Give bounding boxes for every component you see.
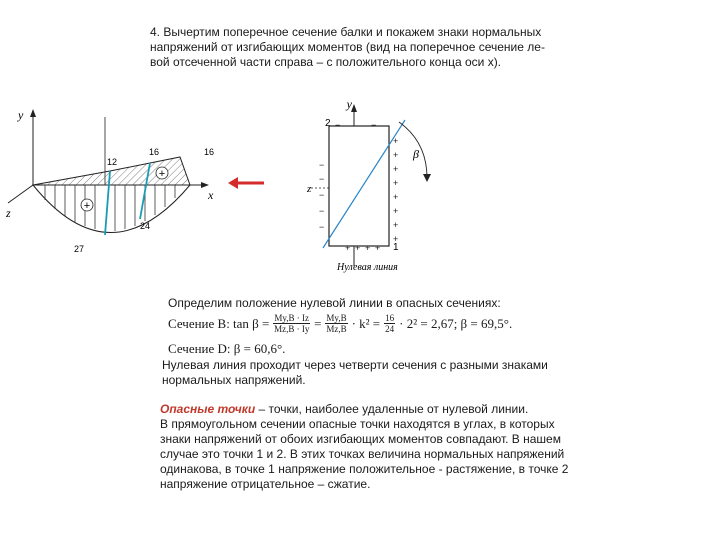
null-line-note: Нулевая линия проходит через четверти сечения с разными знаками нормальных напряжений. [162,358,548,387]
fraction-2: $\frac{My,B}{Mz,B}$ [326,313,347,334]
svg-text:+: + [393,150,399,160]
svg-text:+: + [355,243,361,253]
null-line-label: Нулевая линия [337,262,398,273]
z-axis-line [8,185,33,203]
label-24: 24 [140,221,151,231]
svg-text:−: − [319,206,325,216]
svg-text:−: − [335,120,341,130]
svg-text:−: − [371,120,377,130]
svg-text:+: + [393,192,399,202]
formula-lead: Сечение B: tan β = [168,316,270,331]
fraction-1: $\frac{My,B \cdot Iz}{Mz,B \cdot Iy}$ [274,313,310,334]
svg-text:+: + [393,164,399,174]
view-direction-arrow [226,175,266,191]
y-axis-arrow [30,109,36,117]
section-label-z: z [307,183,312,195]
formula-k2: · k² = [351,316,381,331]
dangerous-points-block: Опасные точки – точки, наиболее удаленные от нулевой линии. В прямоугольном сечении опасные точки находятся в углах, в которых знаки напряжений от обоих изгибающих моментов совпадают. В нашем случае это точки 1 и 2. В этих точках величина нормальных напряжений одинакова, в точке 1 напряжение положительное - растяжение, в точке 2 напряжение отрицательное – сжатие. [160,402,610,492]
beta-label: β [413,147,419,161]
heading-line-3: вой отсеченной части справа – с положительного конца оси x). [150,55,502,69]
section-b-intro: Определим положение нулевой линии в опасных сечениях: [168,296,501,310]
plus-sign-1: + [158,168,166,180]
formula-eq: = [314,316,322,331]
label-y: y [18,108,24,122]
label-12: 12 [107,157,118,167]
dangerous-term: Опасные точки [160,402,256,416]
label-27: 27 [74,244,85,254]
section-d-text: Сечение D: β = 60,6°. [168,341,286,356]
fraction-3: $\frac{16}{24}$ [385,313,395,334]
heading [150,25,590,70]
svg-text:−: − [319,222,325,232]
svg-text:+: + [375,243,381,253]
cross-section-diagram [305,98,445,278]
section-rectangle [329,126,389,246]
svg-text:+: + [345,243,351,253]
mz-area [33,185,190,233]
label-z: z [6,206,11,220]
moment-diagram [0,105,225,265]
dangerous-line-1: Опасные точки – точки, наиболее удаленные от нулевой линии. [160,402,529,416]
section-b-block [168,296,588,334]
formula-tail: · 2² = 2,67; β = 69,5°. [399,316,513,331]
svg-text:−: − [319,190,325,200]
section-label-y: y [346,97,352,111]
heading-line-2: напряжений от изгибающих моментов (вид на поперечное сечение ле- [150,40,545,54]
label-x: x [208,188,214,202]
point-1-label: 1 [393,242,399,253]
svg-text:−: − [319,160,325,170]
svg-text:+: + [393,178,399,188]
label-16a: 16 [149,147,160,157]
svg-text:+: + [393,220,399,230]
svg-text:+: + [365,243,371,253]
label-16b: 16 [204,147,215,157]
section-b-formula [168,313,588,334]
point-2-label: 2 [325,118,331,129]
svg-text:+: + [393,234,399,244]
svg-text:−: − [319,174,325,184]
heading-line-1: 4. Вычертим поперечное сечение балки и покажем знаки нормальных [150,25,542,39]
svg-text:+: + [393,206,399,216]
svg-text:+: + [393,136,399,146]
plus-sign-2: + [83,200,91,212]
